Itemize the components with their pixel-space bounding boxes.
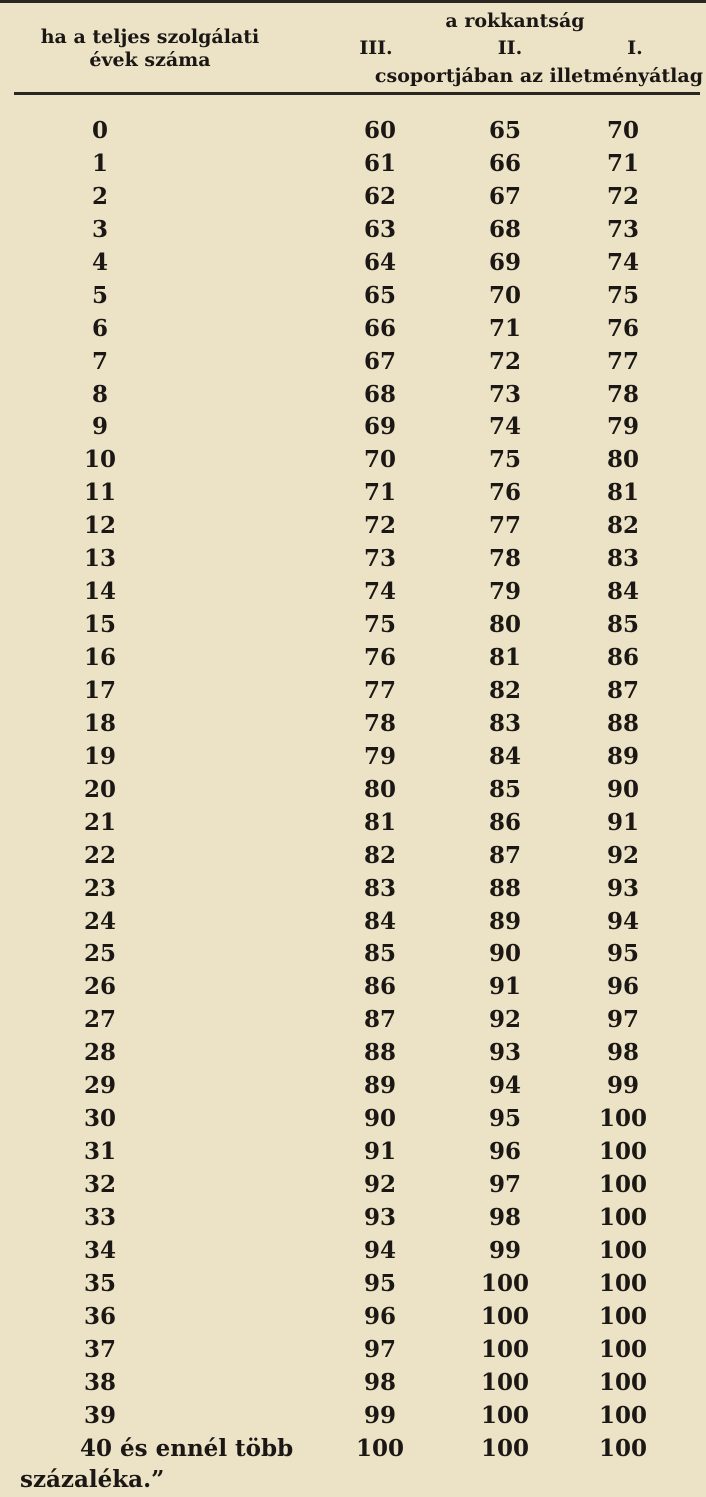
group-ii-cell: 100: [480, 1302, 529, 1330]
group-ii-cell: 75: [488, 446, 521, 474]
table-row: [0, 708, 706, 741]
group-ii-cell: 87: [488, 841, 521, 869]
group-iii-cell: 74: [363, 578, 396, 606]
table-row: [0, 181, 706, 214]
table-row: [0, 444, 706, 477]
group-i-cell: 96: [606, 973, 639, 1001]
table-row: [0, 313, 706, 346]
group-i-cell: 100: [598, 1105, 647, 1133]
years-cell: 12: [83, 512, 116, 540]
group-ii-cell: 69: [488, 248, 521, 276]
group-i-cell: 100: [598, 1368, 647, 1396]
group-iii-cell: 98: [363, 1368, 396, 1396]
group-iii-cell: 83: [363, 874, 396, 902]
group-iii-cell: 96: [363, 1302, 396, 1330]
group-ii-cell: 85: [488, 775, 521, 803]
years-header-line1: ha a teljes szolgálati: [40, 26, 260, 48]
group-i-cell: 97: [606, 1006, 639, 1034]
group-i-cell: 70: [606, 117, 639, 144]
table-row: [0, 741, 706, 774]
group-ii-cell: 90: [488, 940, 521, 968]
table-row: [0, 115, 706, 148]
table-row: [0, 971, 706, 1004]
years-cell: 0: [91, 117, 108, 144]
group-iii-cell: 93: [363, 1203, 396, 1231]
years-cell: 23: [83, 874, 116, 902]
table-row: [0, 280, 706, 313]
table-row: [0, 807, 706, 840]
years-cell: 21: [83, 808, 116, 836]
group-iii-cell: 73: [363, 545, 396, 573]
top-rule: [0, 0, 706, 3]
years-cell: 19: [83, 742, 116, 770]
years-cell: 34: [83, 1236, 116, 1264]
group-i-cell: 84: [606, 578, 639, 606]
group-i-header: I.: [627, 37, 643, 59]
pension-table: [0, 115, 706, 1465]
group-iii-cell: 76: [363, 644, 396, 671]
table-row: [0, 379, 706, 412]
years-cell: 33: [83, 1203, 116, 1231]
group-i-cell: 89: [606, 742, 639, 770]
years-cell: 1: [91, 149, 108, 177]
group-iii-cell: 91: [363, 1138, 396, 1166]
years-cell: 16: [83, 644, 116, 671]
table-row: [0, 1433, 706, 1466]
group-ii-cell: 88: [488, 874, 521, 902]
table-row: [0, 774, 706, 807]
group-iii-cell: 84: [363, 907, 396, 935]
group-iii-cell: 88: [363, 1039, 396, 1067]
table-row: [0, 543, 706, 576]
group-ii-cell: 71: [488, 314, 521, 342]
table-row: [0, 1004, 706, 1037]
footer-text: százaléka.”: [20, 1466, 165, 1493]
table-row: [0, 510, 706, 543]
years-cell: 27: [83, 1006, 116, 1034]
header-rule: [14, 92, 700, 95]
group-i-cell: 100: [598, 1236, 647, 1264]
group-i-cell: 80: [606, 446, 639, 474]
group-i-cell: 100: [598, 1138, 647, 1166]
years-cell: 15: [83, 611, 116, 639]
years-cell: 25: [83, 940, 116, 968]
table-row: [0, 938, 706, 971]
years-header-line2: évek száma: [89, 49, 211, 71]
years-cell: 6: [91, 314, 108, 342]
group-ii-cell: 92: [488, 1006, 521, 1034]
table-row: [0, 148, 706, 181]
group-i-cell: 100: [598, 1335, 647, 1363]
group-ii-cell: 78: [488, 545, 521, 573]
group-iii-header: III.: [359, 37, 393, 59]
group-iii-cell: 99: [363, 1401, 396, 1429]
group-iii-cell: 78: [363, 709, 396, 737]
table-row: [0, 873, 706, 906]
group-i-cell: 94: [606, 907, 639, 935]
group-iii-cell: 85: [363, 940, 396, 968]
group-iii-cell: 87: [363, 1006, 396, 1034]
table-row: [0, 1169, 706, 1202]
table-row: [0, 840, 706, 873]
group-ii-cell: 86: [488, 808, 521, 836]
years-cell: 35: [83, 1269, 116, 1297]
group-iii-cell: 82: [363, 841, 396, 869]
group-ii-cell: 100: [480, 1434, 529, 1462]
group-ii-cell: 76: [488, 479, 521, 507]
table-row: [0, 1334, 706, 1367]
group-iii-cell: 92: [363, 1171, 396, 1198]
group-ii-cell: 82: [488, 676, 521, 704]
group-i-cell: 83: [606, 545, 639, 573]
group-i-cell: 100: [598, 1171, 647, 1198]
group-ii-cell: 93: [488, 1039, 521, 1067]
group-iii-cell: 80: [363, 775, 396, 803]
group-iii-cell: 66: [363, 314, 396, 342]
years-cell: 29: [83, 1072, 116, 1100]
years-cell: 26: [83, 973, 116, 1001]
table-row: [0, 477, 706, 510]
group-iii-cell: 97: [363, 1335, 396, 1363]
years-cell: 36: [83, 1302, 116, 1330]
group-ii-cell: 100: [480, 1269, 529, 1297]
years-cell: 38: [83, 1368, 116, 1396]
group-i-cell: 100: [598, 1203, 647, 1231]
group-i-cell: 100: [598, 1401, 647, 1429]
years-cell: 37: [83, 1335, 116, 1363]
table-row: [0, 576, 706, 609]
group-i-cell: 73: [606, 215, 639, 243]
table-row: [0, 1235, 706, 1268]
table-row: [0, 1400, 706, 1433]
group-i-cell: 75: [606, 281, 639, 309]
group-ii-cell: 72: [488, 347, 521, 375]
group-iii-cell: 68: [363, 380, 396, 408]
years-cell: 20: [83, 775, 116, 803]
group-iii-cell: 63: [363, 215, 396, 243]
group-ii-cell: 79: [488, 578, 521, 606]
group-ii-cell: 66: [488, 149, 521, 177]
group-ii-cell: 100: [480, 1335, 529, 1363]
years-cell: 10: [83, 446, 116, 474]
group-iii-cell: 69: [363, 413, 396, 441]
group-i-cell: 87: [606, 676, 639, 704]
years-cell: 22: [83, 841, 116, 869]
group-ii-header: II.: [497, 37, 523, 59]
group-ii-cell: 73: [488, 380, 521, 408]
years-cell: 31: [83, 1138, 116, 1166]
group-iii-cell: 77: [363, 676, 396, 704]
table-row: [0, 214, 706, 247]
group-i-cell: 77: [606, 347, 639, 375]
years-cell: 40 és ennél több: [80, 1434, 294, 1462]
table-row: [0, 346, 706, 379]
table-row: [0, 1202, 706, 1235]
group-iii-cell: 65: [363, 281, 396, 309]
table-row: [0, 1136, 706, 1169]
years-cell: 3: [91, 215, 108, 243]
years-cell: 2: [91, 182, 108, 210]
group-i-cell: 99: [606, 1072, 639, 1100]
group-ii-cell: 67: [488, 182, 521, 210]
group-iii-cell: 100: [355, 1434, 404, 1462]
years-cell: 39: [83, 1401, 116, 1429]
group-i-cell: 91: [606, 808, 639, 836]
group-ii-cell: 74: [488, 413, 521, 441]
years-cell: 32: [83, 1171, 116, 1198]
disability-header: a rokkantság: [445, 10, 585, 32]
group-iii-cell: 67: [363, 347, 396, 375]
group-ii-cell: 91: [488, 973, 521, 1001]
years-cell: 11: [83, 479, 116, 507]
group-i-cell: 85: [606, 611, 639, 639]
table-row: [0, 1103, 706, 1136]
years-cell: 7: [91, 347, 108, 375]
years-cell: 17: [83, 676, 116, 704]
group-i-cell: 100: [598, 1434, 647, 1462]
table-row: [0, 247, 706, 280]
group-i-cell: 72: [606, 182, 639, 210]
years-cell: 28: [83, 1039, 116, 1067]
group-ii-cell: 100: [480, 1401, 529, 1429]
group-i-cell: 76: [606, 314, 639, 342]
group-i-cell: 98: [606, 1039, 639, 1067]
group-i-cell: 71: [606, 149, 639, 177]
table-row: [0, 1367, 706, 1400]
group-ii-cell: 65: [488, 117, 521, 144]
group-i-cell: 79: [606, 413, 639, 441]
group-ii-cell: 77: [488, 512, 521, 540]
years-cell: 18: [83, 709, 116, 737]
group-i-cell: 88: [606, 709, 639, 737]
group-ii-cell: 95: [488, 1105, 521, 1133]
group-i-cell: 100: [598, 1302, 647, 1330]
group-i-cell: 82: [606, 512, 639, 540]
years-cell: 13: [83, 545, 116, 573]
table-row: [0, 1268, 706, 1301]
table-row: [0, 642, 706, 675]
years-cell: 14: [83, 578, 116, 606]
group-iii-cell: 90: [363, 1105, 396, 1133]
group-iii-cell: 89: [363, 1072, 396, 1100]
table-row: [0, 609, 706, 642]
group-iii-cell: 60: [363, 117, 396, 144]
group-iii-cell: 81: [363, 808, 396, 836]
group-ii-cell: 94: [488, 1072, 521, 1100]
table-row: [0, 906, 706, 939]
years-cell: 8: [91, 380, 108, 408]
group-i-cell: 78: [606, 380, 639, 408]
group-i-cell: 93: [606, 874, 639, 902]
group-iii-cell: 64: [363, 248, 396, 276]
group-iii-cell: 71: [363, 479, 396, 507]
salary-average-header: csoportjában az illetményátlag: [374, 65, 703, 87]
group-iii-cell: 72: [363, 512, 396, 540]
years-cell: 24: [83, 907, 116, 935]
group-iii-cell: 86: [363, 973, 396, 1001]
group-ii-cell: 89: [488, 907, 521, 935]
group-ii-cell: 99: [488, 1236, 521, 1264]
group-ii-cell: 70: [488, 281, 521, 309]
group-ii-cell: 80: [488, 611, 521, 639]
years-cell: 9: [91, 413, 108, 441]
group-ii-cell: 81: [488, 644, 521, 671]
years-cell: 5: [91, 281, 108, 309]
table-row: [0, 1070, 706, 1103]
group-ii-cell: 100: [480, 1368, 529, 1396]
table-row: [0, 675, 706, 708]
group-ii-cell: 97: [488, 1171, 521, 1198]
group-i-cell: 74: [606, 248, 639, 276]
group-iii-cell: 61: [363, 149, 396, 177]
group-iii-cell: 75: [363, 611, 396, 639]
group-ii-cell: 96: [488, 1138, 521, 1166]
group-ii-cell: 98: [488, 1203, 521, 1231]
group-i-cell: 86: [606, 644, 639, 671]
group-ii-cell: 68: [488, 215, 521, 243]
table-row: [0, 1301, 706, 1334]
group-iii-cell: 94: [363, 1236, 396, 1264]
group-iii-cell: 95: [363, 1269, 396, 1297]
group-iii-cell: 79: [363, 742, 396, 770]
group-ii-cell: 83: [488, 709, 521, 737]
group-i-cell: 92: [606, 841, 639, 869]
years-cell: 4: [91, 248, 108, 276]
table-row: [0, 411, 706, 444]
group-ii-cell: 84: [488, 742, 521, 770]
group-iii-cell: 62: [363, 182, 396, 210]
group-i-cell: 90: [606, 775, 639, 803]
table-row: [0, 1037, 706, 1070]
group-iii-cell: 70: [363, 446, 396, 474]
group-i-cell: 95: [606, 940, 639, 968]
years-cell: 30: [83, 1105, 116, 1133]
group-i-cell: 100: [598, 1269, 647, 1297]
group-i-cell: 81: [606, 479, 639, 507]
